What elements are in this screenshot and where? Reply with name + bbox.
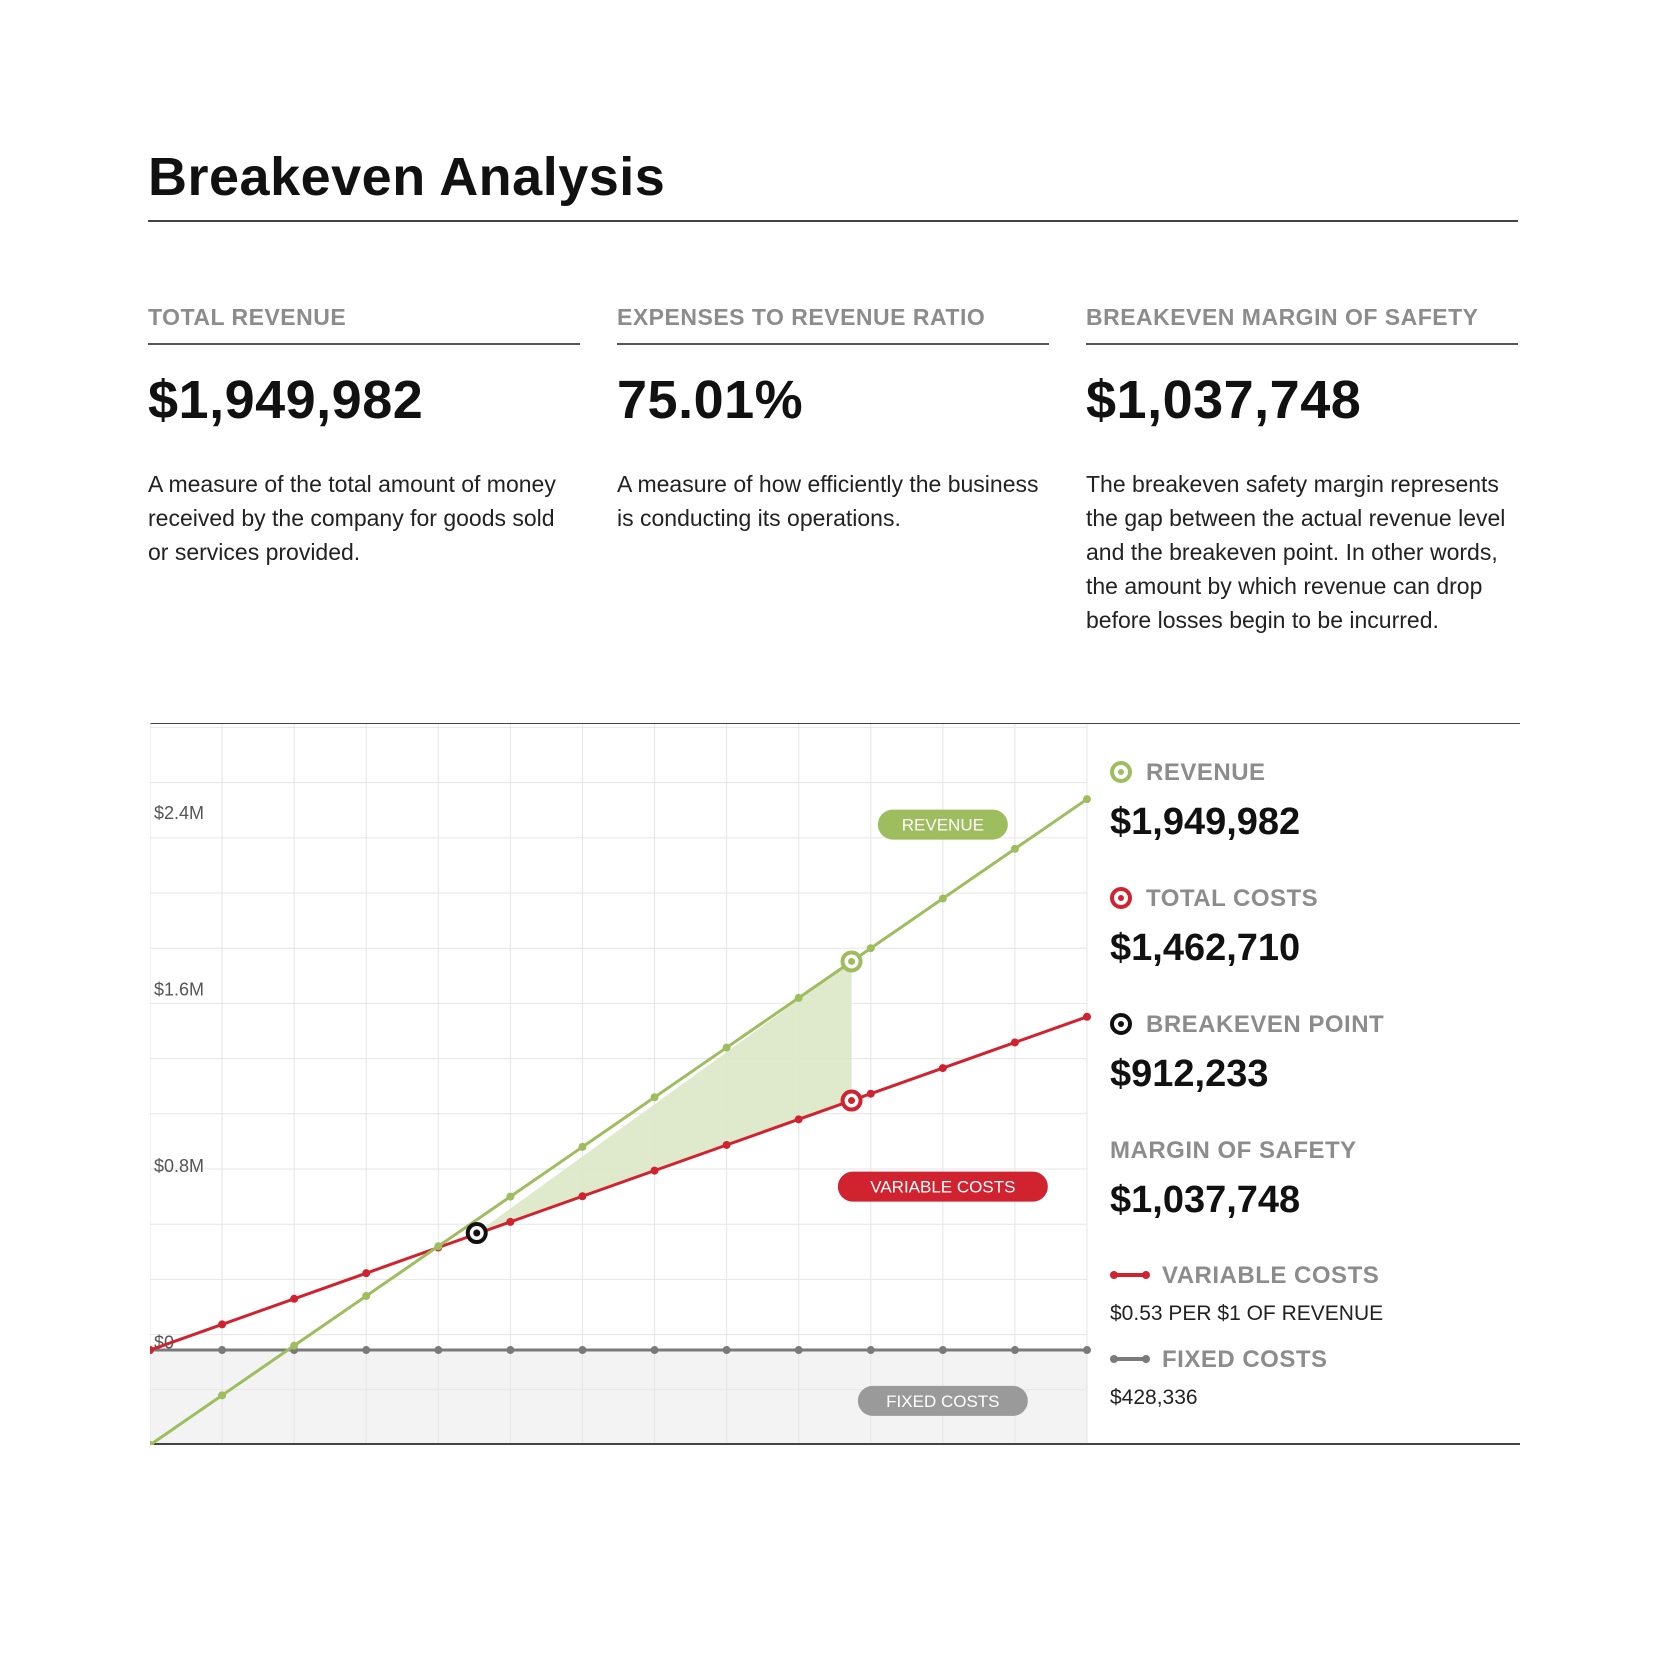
- fixed-costs-point: [723, 1346, 731, 1354]
- legend-note: $428,336: [1110, 1386, 1198, 1409]
- revenue-point: [1011, 845, 1019, 853]
- legend-label: VARIABLE COSTS: [1162, 1262, 1380, 1289]
- current-total-costs-marker-center: [848, 1097, 855, 1104]
- legend-value: $912,233: [1110, 1053, 1269, 1095]
- total-costs-point: [218, 1320, 226, 1328]
- total-costs-point: [1011, 1038, 1019, 1046]
- total-costs-point: [651, 1167, 659, 1175]
- revenue-point: [939, 895, 947, 903]
- fixed-costs-point: [578, 1346, 586, 1354]
- total-costs-marker-icon: [1110, 887, 1132, 909]
- revenue-point: [1083, 795, 1091, 803]
- total-costs-point: [1083, 1013, 1091, 1021]
- margin-of-safety-area: [477, 961, 852, 1233]
- kpi-value: $1,037,748: [1086, 370, 1362, 430]
- revenue-point: [578, 1143, 586, 1151]
- kpi-label: EXPENSES TO REVENUE RATIO: [617, 304, 1049, 345]
- fixed-costs-point: [362, 1346, 370, 1354]
- legend-label: MARGIN OF SAFETY: [1110, 1137, 1357, 1164]
- total-costs-point: [867, 1090, 875, 1098]
- revenue-marker-icon: [1110, 761, 1132, 783]
- total-costs-point: [723, 1141, 731, 1149]
- revenue-point: [651, 1093, 659, 1101]
- fixed-costs-point: [795, 1346, 803, 1354]
- total-costs-point: [362, 1269, 370, 1277]
- legend-value: $1,949,982: [1110, 801, 1301, 843]
- revenue-point: [506, 1193, 514, 1201]
- kpi-value: $1,949,982: [148, 370, 424, 430]
- line-label-text: FIXED COSTS: [886, 1391, 1000, 1411]
- y-tick-label: $1.6M: [154, 979, 205, 1000]
- revenue-point: [290, 1342, 298, 1350]
- fixed-costs-point: [1083, 1346, 1091, 1354]
- breakeven-chart: [150, 723, 1520, 1445]
- kpi-margin-of-safety: [1086, 304, 1518, 637]
- fixed-costs-point: [867, 1346, 875, 1354]
- line-label-text: REVENUE: [901, 815, 984, 835]
- current-revenue-marker-center: [848, 958, 855, 965]
- revenue-point: [218, 1391, 226, 1399]
- total-costs-point: [578, 1192, 586, 1200]
- revenue-point: [723, 1044, 731, 1052]
- fixed-costs-point: [506, 1346, 514, 1354]
- kpi-description: A measure of the total amount of money received by the company for goods sold or services provided.: [148, 471, 556, 565]
- revenue-point: [362, 1292, 370, 1300]
- legend-value: $1,462,710: [1110, 927, 1301, 969]
- revenue-line: [150, 799, 1087, 1445]
- revenue-point: [795, 994, 803, 1002]
- legend-label: REVENUE: [1146, 759, 1266, 786]
- total-costs-point: [506, 1218, 514, 1226]
- total-costs-point: [939, 1064, 947, 1072]
- revenue-point: [434, 1242, 442, 1250]
- fixed-costs-point: [1011, 1346, 1019, 1354]
- kpi-label: TOTAL REVENUE: [148, 304, 580, 345]
- legend-label: BREAKEVEN POINT: [1146, 1011, 1385, 1038]
- page-title: Breakeven Analysis: [148, 147, 666, 207]
- y-tick-label: $2.4M: [154, 802, 205, 823]
- kpi-expense-ratio: [617, 304, 1049, 535]
- fixed-costs-point: [651, 1346, 659, 1354]
- fixed-costs-point: [434, 1346, 442, 1354]
- title-divider: [148, 220, 1518, 222]
- legend-note: $0.53 PER $1 OF REVENUE: [1110, 1302, 1384, 1325]
- y-tick-label: $0: [154, 1332, 175, 1353]
- kpi-label: BREAKEVEN MARGIN OF SAFETY: [1086, 304, 1518, 345]
- breakeven-marker-icon: [1110, 1013, 1132, 1035]
- legend-value: $1,037,748: [1110, 1179, 1301, 1221]
- revenue-point: [867, 944, 875, 952]
- total-costs-point: [290, 1295, 298, 1303]
- legend-label: FIXED COSTS: [1162, 1346, 1328, 1373]
- legend-label: TOTAL COSTS: [1146, 885, 1319, 912]
- kpi-description: A measure of how efficiently the business is conducting its operations.: [617, 471, 1039, 531]
- fixed-costs-point: [218, 1346, 226, 1354]
- fixed-costs-line-icon: [1110, 1351, 1150, 1367]
- kpi-value: 75.01%: [617, 370, 804, 430]
- fixed-costs-point: [939, 1346, 947, 1354]
- kpi-total-revenue: [148, 304, 580, 569]
- variable-costs-line-icon: [1110, 1267, 1150, 1283]
- total-costs-point: [795, 1115, 803, 1123]
- breakeven-marker-center: [473, 1230, 480, 1237]
- kpi-description: The breakeven safety margin represents the gap between the actual revenue level and the breakeven point. In other words, the amount by which revenue can drop before losses begin to be incurred.: [1086, 471, 1506, 633]
- y-tick-label: $0.8M: [154, 1156, 205, 1177]
- line-label-text: VARIABLE COSTS: [870, 1177, 1016, 1197]
